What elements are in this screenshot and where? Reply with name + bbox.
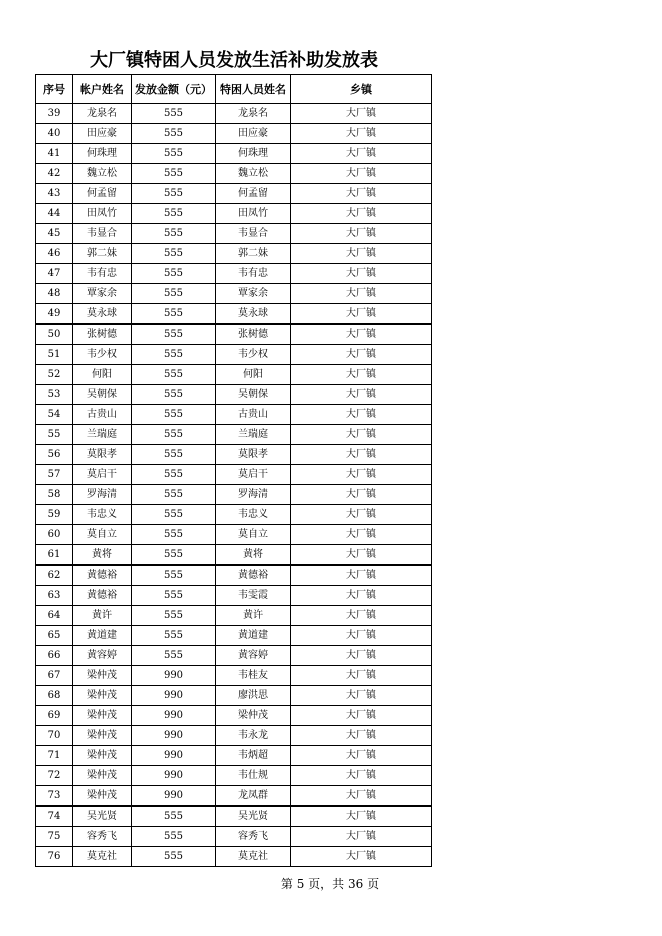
cell-index: 50 — [36, 324, 73, 345]
cell-amount: 990 — [132, 766, 216, 786]
cell-account-name: 莫启干 — [73, 465, 132, 485]
cell-town: 大厂镇 — [291, 385, 432, 405]
cell-person-name: 何孟留 — [216, 184, 291, 204]
cell-index: 39 — [36, 104, 73, 124]
cell-amount: 555 — [132, 204, 216, 224]
cell-town: 大厂镇 — [291, 264, 432, 284]
cell-account-name: 田凤竹 — [73, 204, 132, 224]
cell-account-name: 龙泉名 — [73, 104, 132, 124]
cell-person-name: 韦炳超 — [216, 746, 291, 766]
table-row — [36, 485, 432, 505]
cell-town: 大厂镇 — [291, 345, 432, 365]
cell-person-name: 龙凤群 — [216, 786, 291, 807]
cell-account-name: 梁仲茂 — [73, 746, 132, 766]
cell-town: 大厂镇 — [291, 304, 432, 325]
cell-amount: 555 — [132, 385, 216, 405]
cell-account-name: 梁仲茂 — [73, 666, 132, 686]
cell-index: 66 — [36, 646, 73, 666]
cell-account-name: 黄德裕 — [73, 586, 132, 606]
cell-account-name: 覃家余 — [73, 284, 132, 304]
cell-person-name: 黄道建 — [216, 626, 291, 646]
table-row — [36, 425, 432, 445]
table-row — [36, 706, 432, 726]
cell-town: 大厂镇 — [291, 746, 432, 766]
cell-amount: 555 — [132, 104, 216, 124]
table-row — [36, 626, 432, 646]
table-row — [36, 786, 432, 807]
cell-person-name: 吴朝保 — [216, 385, 291, 405]
table-row — [36, 304, 432, 325]
cell-person-name: 韦桂友 — [216, 666, 291, 686]
cell-person-name: 黄容婷 — [216, 646, 291, 666]
cell-account-name: 莫永球 — [73, 304, 132, 325]
cell-town: 大厂镇 — [291, 827, 432, 847]
cell-account-name: 张树德 — [73, 324, 132, 345]
cell-index: 70 — [36, 726, 73, 746]
cell-account-name: 郭二妹 — [73, 244, 132, 264]
cell-town: 大厂镇 — [291, 244, 432, 264]
cell-index: 53 — [36, 385, 73, 405]
table-row — [36, 666, 432, 686]
cell-amount: 555 — [132, 224, 216, 244]
cell-person-name: 韦永龙 — [216, 726, 291, 746]
cell-account-name: 梁仲茂 — [73, 686, 132, 706]
table-row — [36, 606, 432, 626]
cell-person-name: 何阳 — [216, 365, 291, 385]
cell-index: 52 — [36, 365, 73, 385]
cell-person-name: 田凤竹 — [216, 204, 291, 224]
cell-amount: 555 — [132, 485, 216, 505]
cell-index: 56 — [36, 445, 73, 465]
cell-town: 大厂镇 — [291, 164, 432, 184]
cell-index: 46 — [36, 244, 73, 264]
cell-town: 大厂镇 — [291, 626, 432, 646]
cell-account-name: 韦忠义 — [73, 505, 132, 525]
page-footer: 第 5 页，共 36 页 — [280, 877, 380, 891]
cell-amount: 555 — [132, 244, 216, 264]
cell-index: 42 — [36, 164, 73, 184]
cell-account-name: 黄将 — [73, 545, 132, 566]
cell-person-name: 覃家余 — [216, 284, 291, 304]
cell-amount: 555 — [132, 405, 216, 425]
cell-person-name: 廖洪思 — [216, 686, 291, 706]
cell-index: 48 — [36, 284, 73, 304]
cell-account-name: 罗海清 — [73, 485, 132, 505]
cell-town: 大厂镇 — [291, 405, 432, 425]
cell-account-name: 何珠理 — [73, 144, 132, 164]
cell-amount: 990 — [132, 746, 216, 766]
cell-town: 大厂镇 — [291, 485, 432, 505]
col-header-index: 序号 — [36, 75, 73, 104]
cell-amount: 555 — [132, 525, 216, 545]
cell-town: 大厂镇 — [291, 847, 432, 867]
cell-account-name: 何孟留 — [73, 184, 132, 204]
cell-account-name: 古贵山 — [73, 405, 132, 425]
cell-town: 大厂镇 — [291, 224, 432, 244]
cell-person-name: 吴光贤 — [216, 806, 291, 827]
cell-person-name: 田应豪 — [216, 124, 291, 144]
cell-account-name: 兰瑞庭 — [73, 425, 132, 445]
table-row — [36, 204, 432, 224]
cell-town: 大厂镇 — [291, 586, 432, 606]
cell-person-name: 龙泉名 — [216, 104, 291, 124]
cell-town: 大厂镇 — [291, 525, 432, 545]
cell-town: 大厂镇 — [291, 324, 432, 345]
col-header-account-name: 帐户姓名 — [73, 75, 132, 104]
table-row — [36, 264, 432, 284]
cell-town: 大厂镇 — [291, 144, 432, 164]
cell-account-name: 容秀飞 — [73, 827, 132, 847]
cell-index: 63 — [36, 586, 73, 606]
table-row — [36, 505, 432, 525]
cell-town: 大厂镇 — [291, 726, 432, 746]
subsidy-table — [35, 74, 432, 867]
cell-index: 74 — [36, 806, 73, 827]
cell-town: 大厂镇 — [291, 646, 432, 666]
cell-amount: 555 — [132, 264, 216, 284]
cell-amount: 555 — [132, 545, 216, 566]
cell-town: 大厂镇 — [291, 706, 432, 726]
cell-amount: 555 — [132, 565, 216, 586]
table-row — [36, 586, 432, 606]
cell-person-name: 莫自立 — [216, 525, 291, 545]
table-row — [36, 847, 432, 867]
cell-index: 65 — [36, 626, 73, 646]
cell-town: 大厂镇 — [291, 124, 432, 144]
cell-town: 大厂镇 — [291, 104, 432, 124]
cell-amount: 555 — [132, 124, 216, 144]
cell-index: 51 — [36, 345, 73, 365]
cell-person-name: 郭二妹 — [216, 244, 291, 264]
table-row — [36, 184, 432, 204]
cell-amount: 555 — [132, 184, 216, 204]
table-row — [36, 365, 432, 385]
cell-amount: 990 — [132, 666, 216, 686]
cell-index: 68 — [36, 686, 73, 706]
cell-person-name: 韦有忠 — [216, 264, 291, 284]
cell-amount: 555 — [132, 465, 216, 485]
cell-index: 43 — [36, 184, 73, 204]
cell-amount: 990 — [132, 786, 216, 807]
cell-index: 61 — [36, 545, 73, 566]
cell-person-name: 莫克社 — [216, 847, 291, 867]
table-row — [36, 164, 432, 184]
cell-town: 大厂镇 — [291, 184, 432, 204]
table-row — [36, 345, 432, 365]
cell-town: 大厂镇 — [291, 505, 432, 525]
cell-amount: 555 — [132, 646, 216, 666]
cell-amount: 555 — [132, 304, 216, 325]
cell-town: 大厂镇 — [291, 425, 432, 445]
table-body — [36, 104, 432, 867]
cell-amount: 555 — [132, 345, 216, 365]
cell-amount: 555 — [132, 606, 216, 626]
cell-town: 大厂镇 — [291, 806, 432, 827]
cell-account-name: 吴朝保 — [73, 385, 132, 405]
cell-person-name: 韦忠义 — [216, 505, 291, 525]
table-row — [36, 144, 432, 164]
table-row — [36, 545, 432, 566]
cell-amount: 990 — [132, 686, 216, 706]
cell-account-name: 莫自立 — [73, 525, 132, 545]
cell-index: 55 — [36, 425, 73, 445]
cell-amount: 555 — [132, 847, 216, 867]
cell-account-name: 莫限孝 — [73, 445, 132, 465]
cell-person-name: 梁仲茂 — [216, 706, 291, 726]
col-header-town: 乡镇 — [291, 75, 432, 104]
cell-person-name: 罗海清 — [216, 485, 291, 505]
cell-amount: 555 — [132, 806, 216, 827]
cell-amount: 555 — [132, 827, 216, 847]
cell-index: 54 — [36, 405, 73, 425]
col-header-person-name: 特困人员姓名 — [216, 75, 291, 104]
cell-account-name: 魏立松 — [73, 164, 132, 184]
cell-person-name: 莫启干 — [216, 465, 291, 485]
table-row — [36, 726, 432, 746]
table-row — [36, 284, 432, 304]
cell-account-name: 韦少权 — [73, 345, 132, 365]
table-row — [36, 686, 432, 706]
cell-index: 57 — [36, 465, 73, 485]
cell-amount: 555 — [132, 626, 216, 646]
cell-index: 76 — [36, 847, 73, 867]
cell-account-name: 梁仲茂 — [73, 706, 132, 726]
cell-account-name: 梁仲茂 — [73, 786, 132, 807]
cell-index: 60 — [36, 525, 73, 545]
cell-amount: 555 — [132, 445, 216, 465]
cell-person-name: 韦仕规 — [216, 766, 291, 786]
cell-index: 47 — [36, 264, 73, 284]
cell-town: 大厂镇 — [291, 686, 432, 706]
cell-person-name: 何珠理 — [216, 144, 291, 164]
cell-person-name: 莫永球 — [216, 304, 291, 325]
cell-amount: 555 — [132, 324, 216, 345]
cell-person-name: 古贵山 — [216, 405, 291, 425]
table-row — [36, 746, 432, 766]
cell-town: 大厂镇 — [291, 545, 432, 566]
cell-index: 75 — [36, 827, 73, 847]
cell-town: 大厂镇 — [291, 666, 432, 686]
table-row — [36, 324, 432, 345]
cell-amount: 555 — [132, 425, 216, 445]
cell-index: 73 — [36, 786, 73, 807]
cell-account-name: 梁仲茂 — [73, 766, 132, 786]
cell-account-name: 韦有忠 — [73, 264, 132, 284]
cell-account-name: 黄容婷 — [73, 646, 132, 666]
table-row — [36, 465, 432, 485]
cell-person-name: 魏立松 — [216, 164, 291, 184]
table-row — [36, 766, 432, 786]
table-row — [36, 565, 432, 586]
cell-index: 40 — [36, 124, 73, 144]
table-row — [36, 104, 432, 124]
cell-town: 大厂镇 — [291, 786, 432, 807]
table-row — [36, 806, 432, 827]
cell-town: 大厂镇 — [291, 445, 432, 465]
cell-person-name: 韦少权 — [216, 345, 291, 365]
cell-account-name: 韦显合 — [73, 224, 132, 244]
cell-index: 58 — [36, 485, 73, 505]
cell-person-name: 韦雯霞 — [216, 586, 291, 606]
cell-index: 67 — [36, 666, 73, 686]
cell-index: 71 — [36, 746, 73, 766]
table-row — [36, 385, 432, 405]
cell-index: 62 — [36, 565, 73, 586]
cell-account-name: 吴光贤 — [73, 806, 132, 827]
cell-account-name: 黄许 — [73, 606, 132, 626]
cell-person-name: 黄许 — [216, 606, 291, 626]
cell-town: 大厂镇 — [291, 465, 432, 485]
cell-person-name: 兰瑞庭 — [216, 425, 291, 445]
cell-amount: 555 — [132, 505, 216, 525]
cell-person-name: 容秀飞 — [216, 827, 291, 847]
cell-account-name: 黄德裕 — [73, 565, 132, 586]
cell-person-name: 莫限孝 — [216, 445, 291, 465]
table-row — [36, 827, 432, 847]
cell-account-name: 田应豪 — [73, 124, 132, 144]
table-row — [36, 525, 432, 545]
cell-town: 大厂镇 — [291, 606, 432, 626]
table-row — [36, 445, 432, 465]
cell-town: 大厂镇 — [291, 766, 432, 786]
cell-account-name: 何阳 — [73, 365, 132, 385]
cell-account-name: 莫克社 — [73, 847, 132, 867]
cell-person-name: 黄将 — [216, 545, 291, 566]
table-row — [36, 405, 432, 425]
cell-amount: 555 — [132, 586, 216, 606]
cell-amount: 555 — [132, 284, 216, 304]
cell-person-name: 黄德裕 — [216, 565, 291, 586]
table-row — [36, 224, 432, 244]
col-header-amount: 发放金额（元） — [132, 75, 216, 104]
cell-amount: 990 — [132, 726, 216, 746]
cell-index: 41 — [36, 144, 73, 164]
cell-index: 72 — [36, 766, 73, 786]
cell-town: 大厂镇 — [291, 284, 432, 304]
cell-amount: 990 — [132, 706, 216, 726]
table-title: 大厂镇特困人员发放生活补助发放表 — [90, 50, 378, 71]
cell-index: 45 — [36, 224, 73, 244]
cell-person-name: 韦显合 — [216, 224, 291, 244]
cell-town: 大厂镇 — [291, 565, 432, 586]
cell-index: 49 — [36, 304, 73, 325]
header-row — [36, 75, 432, 104]
cell-account-name: 梁仲茂 — [73, 726, 132, 746]
cell-index: 69 — [36, 706, 73, 726]
table-row — [36, 124, 432, 144]
cell-index: 64 — [36, 606, 73, 626]
cell-amount: 555 — [132, 365, 216, 385]
cell-amount: 555 — [132, 164, 216, 184]
cell-amount: 555 — [132, 144, 216, 164]
table-row — [36, 646, 432, 666]
cell-index: 59 — [36, 505, 73, 525]
cell-index: 44 — [36, 204, 73, 224]
cell-person-name: 张树德 — [216, 324, 291, 345]
cell-account-name: 黄道建 — [73, 626, 132, 646]
table-row — [36, 244, 432, 264]
cell-town: 大厂镇 — [291, 365, 432, 385]
cell-town: 大厂镇 — [291, 204, 432, 224]
